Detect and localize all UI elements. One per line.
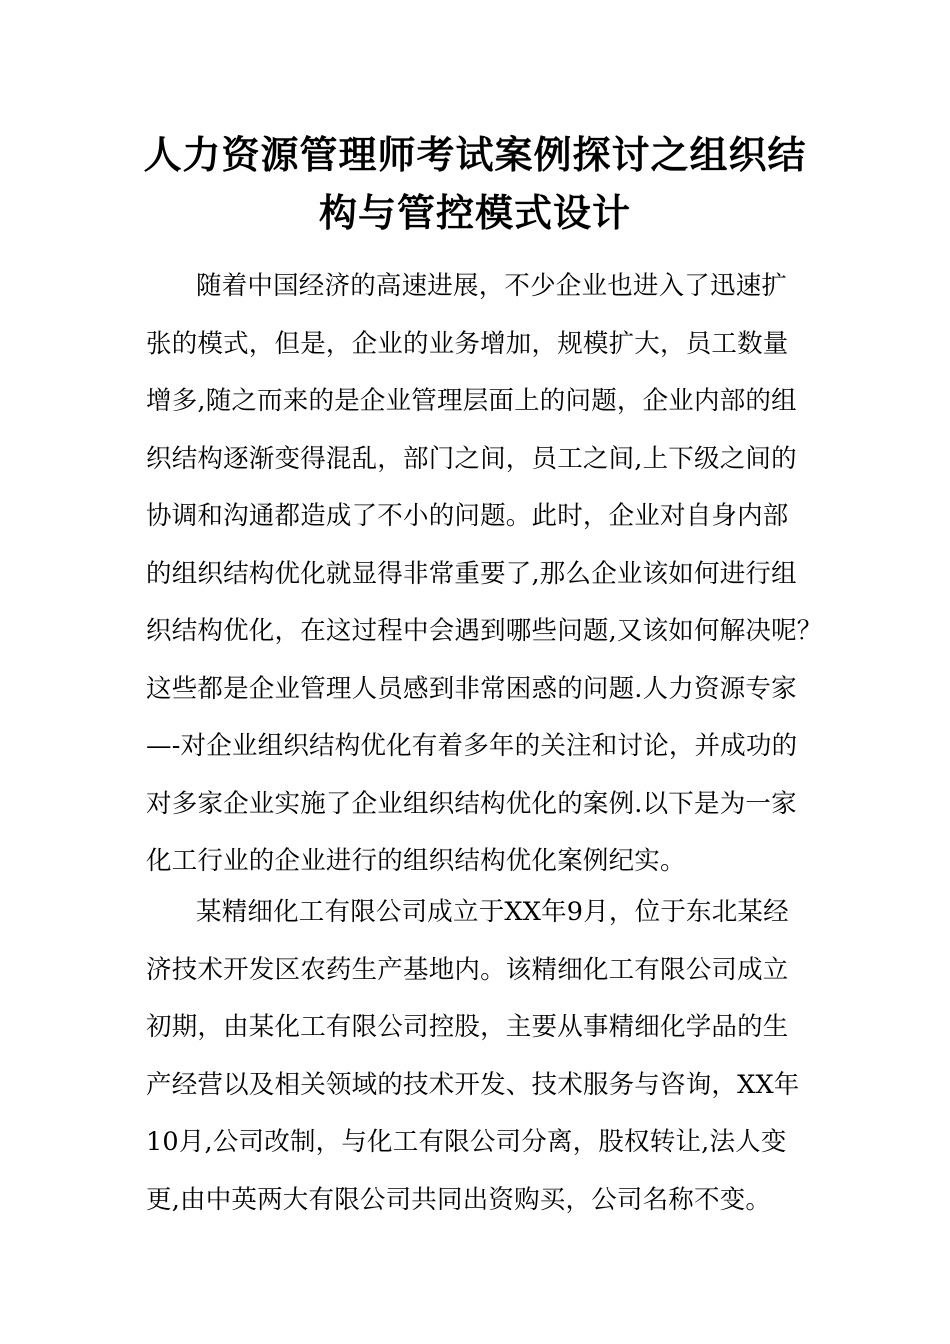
title-line-2: 构与管控模式设计 — [318, 190, 631, 235]
paragraph-line: 某精细化工有限公司成立于XX年9月，位于东北某经 — [196, 897, 789, 927]
paragraph-line: 济技术开发区农药生产基地内。该精细化工有限公司成立 — [146, 954, 789, 985]
paragraph-line: 这些都是企业管理人员感到非常困惑的问题.人力资源专家 — [146, 673, 797, 704]
paragraph-line: 的组织结构优化就显得非常重要了,那么企业该如何进行组 — [146, 558, 797, 589]
paragraph-line: 张的模式，但是，企业的业务增加，规模扩大，员工数量 — [146, 328, 789, 359]
paragraph-line: 织结构优化，在这过程中会遇到哪些问题,又该如何解决呢？ — [146, 616, 823, 646]
title-line-1: 人力资源管理师考试案例探讨之组织结 — [143, 132, 807, 177]
paragraph-line: 织结构逐渐变得混乱，部门之间，员工之间,上下级之间的 — [146, 443, 797, 474]
paragraph-line: 产经营以及相关领域的技术开发、技术服务与咨询，XX年 — [146, 1069, 800, 1100]
paragraph-line: 10月,公司改制，与化工有限公司分离，股权转让,法人变 — [146, 1127, 787, 1157]
paragraph-line: 随着中国经济的高速进展，不少企业也进入了迅速扩 — [196, 271, 788, 301]
paragraph-line: —-对企业组织结构优化有着多年的关注和讨论，并成功的 — [146, 731, 798, 761]
paragraph-line: 协调和沟通都造成了不小的问题。此时，企业对自身内部 — [146, 501, 789, 531]
paragraph-intro — [146, 258, 823, 891]
paragraph-line: 对多家企业实施了企业组织结构优化的案例.以下是为一家 — [146, 788, 797, 819]
paragraph-line: 更,由中英两大有限公司共同出资购买，公司名称不变。 — [146, 1184, 772, 1215]
document-title — [100, 126, 850, 242]
paragraph-line: 化工行业的企业进行的组织结构优化案例纪实。 — [146, 846, 686, 876]
paragraph-line: 增多,随之而来的是企业管理层面上的问题，企业内部的组 — [146, 386, 797, 416]
paragraph-line: 初期，由某化工有限公司控股，主要从事精细化学品的生 — [146, 1012, 789, 1042]
paragraph-company-background — [146, 884, 810, 1229]
